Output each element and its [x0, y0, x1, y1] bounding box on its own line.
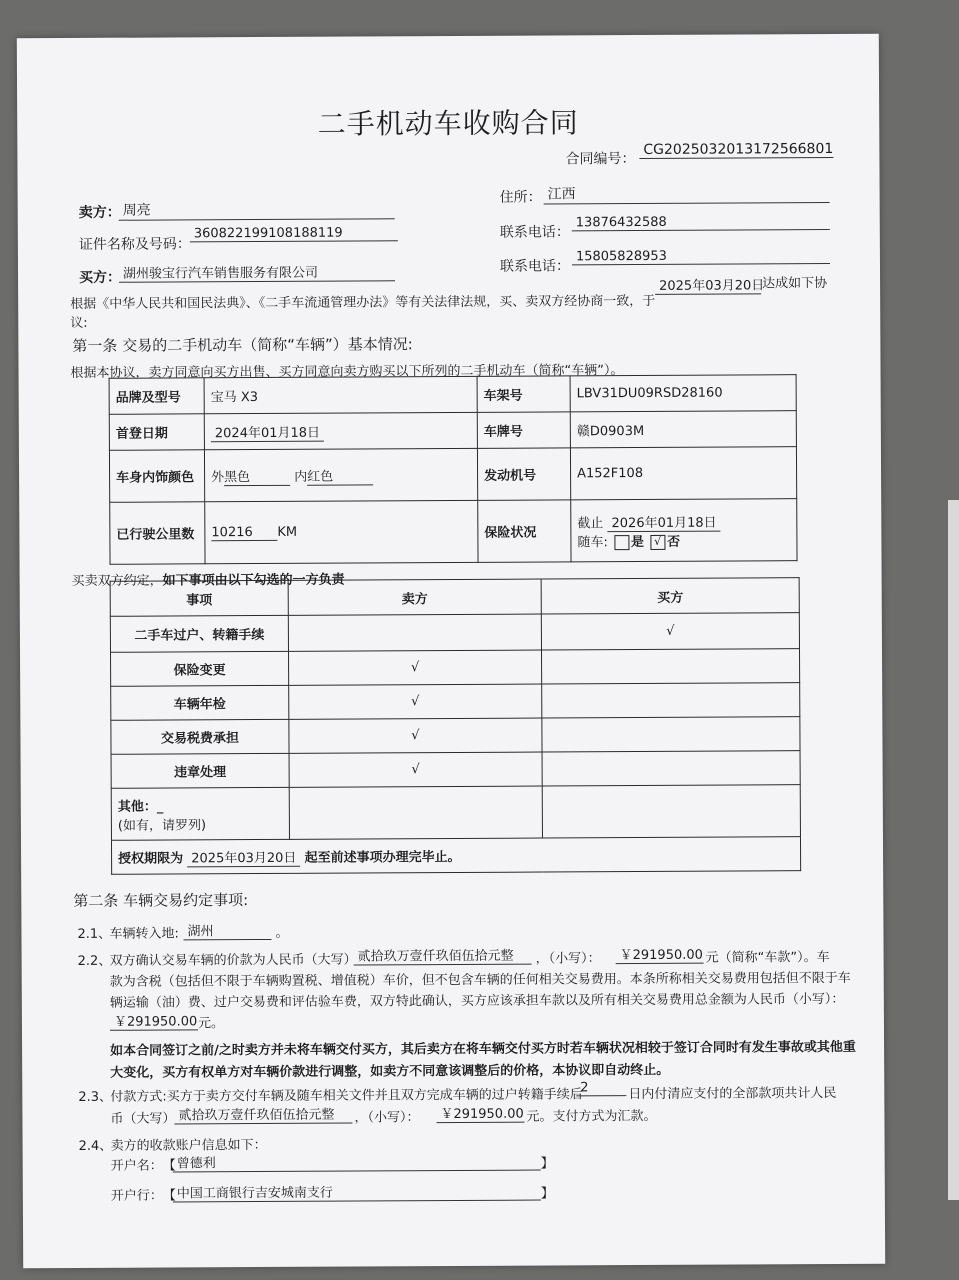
- plate-label: 车牌号: [477, 412, 570, 448]
- duty-other-label: 其他：_: [117, 799, 164, 815]
- insurance-until-date: 2026年01月18日: [607, 515, 720, 532]
- duty-seller-check[interactable]: √: [289, 684, 542, 719]
- duty-buyer-check[interactable]: [542, 683, 800, 718]
- s22-text-b: ，（小写）：: [535, 951, 601, 967]
- brand-label: 品牌及型号: [109, 378, 204, 414]
- duty-other-cell: [111, 787, 289, 840]
- duty-item: 车辆年检: [111, 685, 289, 720]
- s21-value: 湖州: [183, 920, 271, 940]
- brand-value: 宝马 X3: [204, 376, 477, 413]
- seller-phone-label: 联系电话：: [499, 224, 570, 241]
- s22-total-amount: ￥291950.00: [110, 1010, 198, 1030]
- insurance-until-label: 截止: [577, 515, 604, 531]
- adjustment-clause-line-2: 大变化，买方有权单方对车辆价款进行调整，如卖方不同意该调整后的价格，本协议即自动终止。: [110, 1062, 670, 1081]
- buyer-label: 买方：: [78, 269, 122, 286]
- s21-end: 。: [275, 925, 289, 941]
- duty-seller-check[interactable]: √: [289, 718, 542, 753]
- auth-period-cell: [111, 837, 800, 875]
- article-1-intro: 根据本协议，卖方同意向买方出售、买方同意向卖方购买以下所列的二手机动车（简称“车辆”）。: [70, 363, 624, 381]
- account-name-label: 开户名：: [110, 1158, 163, 1174]
- insurance-follow-label: 随车:: [577, 534, 608, 550]
- s23-text-b: 日内付清应支付的全部款项共计人民: [628, 1085, 837, 1103]
- s23-text-e: 元。支付方式为汇款。: [526, 1108, 657, 1125]
- contract-no-label: 合同编号：: [565, 151, 636, 168]
- mileage-unit: KM: [277, 524, 298, 540]
- seller-label: 卖方：: [78, 204, 121, 221]
- interior-color: 红色: [307, 465, 373, 485]
- document-title: 二手机动车收购合同: [317, 106, 579, 141]
- duty-buyer-check[interactable]: [542, 717, 800, 752]
- bank-bracket-right: 】: [540, 1186, 554, 1202]
- id-label: 证件名称及号码：: [78, 236, 191, 253]
- duty-buyer-check[interactable]: √: [541, 613, 799, 650]
- duty-item: 交易税费承担: [111, 719, 289, 754]
- duty-header-seller: 卖方: [288, 579, 541, 615]
- duty-header-item: 事项: [110, 580, 288, 616]
- s23-lower-amount: ￥291950.00: [436, 1103, 524, 1123]
- auth-label: 授权期限为: [118, 851, 184, 867]
- buyer-name: 湖州骏宝行汽车销售服务有限公司: [119, 261, 395, 282]
- basis-date: 2025年03月20日: [655, 274, 761, 295]
- duty-intro-text: 买卖双方约定，: [71, 573, 163, 589]
- engine-value: A152F108: [570, 447, 796, 500]
- duty-buyer-check[interactable]: [541, 649, 799, 684]
- interior-label: 内: [294, 469, 308, 485]
- account-name-bracket-right: 】: [540, 1156, 554, 1172]
- mileage-label: 已行驶公里数: [110, 502, 205, 564]
- s23-text-a: 付款方式:买方于卖方交付车辆及随车相关文件并且双方完成车辆的过户转籍手续后: [110, 1087, 583, 1105]
- article-2-title: 第二条 车辆交易约定事项:: [73, 891, 249, 910]
- s23-number: 2.3、: [78, 1089, 113, 1105]
- s24-number: 2.4、: [78, 1138, 113, 1154]
- vin-value: LBV31DU09RSD28160: [570, 375, 796, 412]
- s22-number: 2.2、: [77, 953, 112, 969]
- bank-bracket-left: 【: [162, 1188, 176, 1204]
- seller-phone: 13876432588: [572, 214, 830, 231]
- insurance-no-label: 否: [667, 534, 681, 550]
- mileage-cell: [205, 500, 478, 563]
- plate-value: 赣D0903M: [570, 411, 796, 448]
- color-label: 车身内饰颜色: [109, 450, 204, 502]
- duty-seller-check[interactable]: √: [289, 752, 542, 787]
- address-label: 住所：: [499, 189, 542, 206]
- reg-date-label: 首登日期: [109, 414, 204, 450]
- insurance-cell: [571, 499, 797, 562]
- s22-text-a: 双方确认交易车辆的价款为人民币（大写）: [109, 952, 357, 969]
- auth-post: 起至前述事项办理完毕止。: [304, 849, 461, 866]
- duty-header-buyer: 买方: [541, 578, 799, 614]
- insurance-yes-checkbox[interactable]: [614, 535, 629, 550]
- exterior-label: 外: [211, 469, 225, 485]
- s21-number: 2.1、: [77, 926, 112, 942]
- vehicle-info-table: [109, 374, 798, 565]
- duty-other-note: (如有，请罗列): [117, 817, 207, 834]
- basis-text: 根据《中华人民共和国民法典》、《二手车流通管理办法》等有关法律法规，买、卖双方经协商一致，于: [70, 293, 656, 312]
- id-number: 360822199108188119: [190, 225, 398, 242]
- duty-intro-bold: 如下事项由以下勾选的一方负责: [162, 572, 345, 589]
- s23-upper-amount: 贰拾玖万壹仟玖佰伍拾元整: [174, 1104, 352, 1125]
- duty-table: [110, 577, 802, 875]
- insurance-no-checkbox[interactable]: √: [650, 534, 665, 549]
- seller-name: 周亮: [119, 198, 395, 220]
- s21-label: 车辆转入地:: [109, 926, 179, 942]
- duty-buyer-check[interactable]: [542, 751, 800, 786]
- s22-upper-amount: 贰拾玖万壹仟玖佰伍拾元整: [354, 945, 532, 966]
- insurance-yes-label: 是: [630, 534, 645, 550]
- buyer-phone: 15805828953: [572, 248, 830, 265]
- s22-line-2: 款为含税（包括但不限于车辆购置税、增值税）车价，但不包含车辆的任何相关交易费用。本条所称相关交易费用包括但不限于车: [109, 970, 851, 990]
- duty-seller-check[interactable]: √: [288, 650, 541, 685]
- bank-label: 开户行：: [110, 1188, 163, 1204]
- duty-other-buyer[interactable]: [542, 785, 800, 838]
- color-cell: [204, 448, 477, 501]
- duty-item: 违章处理: [111, 753, 289, 788]
- contract-page: [17, 34, 885, 1268]
- insurance-label: 保险状况: [478, 500, 571, 562]
- s23-text-d: ，（小写）：: [354, 1110, 420, 1126]
- auth-date: 2025年03月20日: [187, 851, 300, 868]
- s22-line-3: 辆运输（油）费、过户交易费和评估验车费，双方特此确认，买方应该承担车款以及所有相关交易费用总金额为人民币（小写）：: [109, 991, 845, 1011]
- s22-text-c: 元（简称“车款”）。车: [705, 950, 830, 966]
- s22-lower-amount: ￥291950.00: [616, 944, 704, 964]
- adjustment-clause-line-1: 如本合同签订之前/之时卖方并未将车辆交付买方，其后卖方在将车辆交付买方时若车辆状况相较于签订合同时有发生事故或其他重: [110, 1039, 856, 1059]
- bank-name: 中国工商银行吉安城南支行: [173, 1181, 541, 1203]
- duty-item: 保险变更: [111, 651, 289, 686]
- duty-seller-check[interactable]: [288, 614, 541, 651]
- article-1-title: 第一条 交易的二手机动车（简称“车辆”）基本情况:: [72, 335, 413, 355]
- vin-label: 车架号: [477, 376, 570, 412]
- duty-item: 二手车过户、转籍手续: [110, 615, 288, 652]
- mileage-value: 10216: [211, 524, 277, 540]
- reg-date-cell: [204, 412, 477, 449]
- s23-text-c: 币（大写）: [110, 1111, 176, 1127]
- address-value: 江西: [544, 182, 830, 204]
- account-name-bracket-left: 【: [162, 1158, 176, 1174]
- basis-text-end2: 议:: [70, 315, 88, 331]
- buyer-phone-label: 联系电话：: [499, 258, 571, 275]
- account-name: 曾德利: [173, 1151, 541, 1173]
- reg-date-value: 2024年01月18日: [211, 426, 324, 443]
- s24-label: 卖方的收款账户信息如下：: [110, 1137, 267, 1154]
- s22-yuan: 元。: [197, 1016, 225, 1032]
- basis-text-end: 达成如下协: [762, 276, 828, 292]
- contract-no-value: CG2025032013172566801: [639, 141, 833, 159]
- exterior-color: 黑色: [224, 465, 290, 485]
- background-paper-edge: [948, 500, 959, 1200]
- s23-days: 2: [576, 1080, 626, 1096]
- engine-label: 发动机号: [477, 448, 570, 500]
- duty-other-seller[interactable]: [289, 786, 542, 839]
